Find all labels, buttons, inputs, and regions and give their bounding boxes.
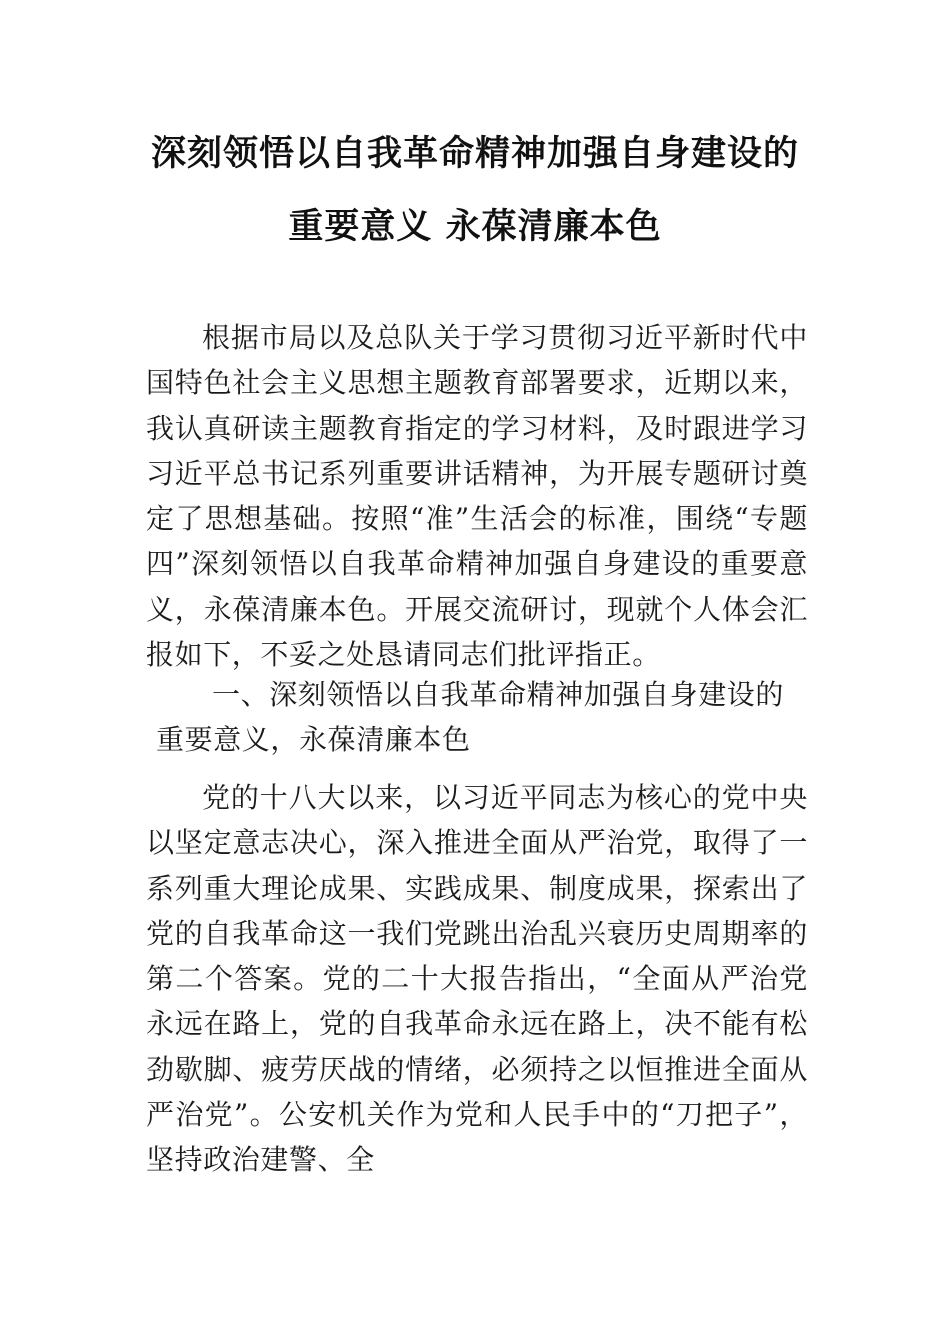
- body-paragraph: 党的十八大以来，以习近平同志为核心的党中央以坚定意志决心，深入推进全面从严治党，取得了一系列重大理论成果、实践成果、制度成果，探索出了党的自我革命这一我们党跳出治乱兴衰历史周期率的第二个答案。党的二十大报告指出，“全面从严治党永远在路上，党的自我革命永远在路上，决不能有松劲歇脚、疲劳厌战的情绪，必须持之以恒推进全面从严治党”。公安机关作为党和人民手中的“刀把子”，坚持政治建警、全: [146, 781, 808, 1177]
- section-heading: 一、深刻领悟以自我革命精神加强自身建设的重要意义，永葆清廉本色: [156, 678, 785, 756]
- document-title-line-2: 重要意义 永葆清廉本色: [288, 207, 662, 247]
- document-title-line-1: 深刻领悟以自我革命精神加强自身建设的: [150, 134, 799, 174]
- intro-paragraph: 根据市局以及总队关于学习贯彻习近平新时代中国特色社会主义思想主题教育部署要求，近期以来，我认真研读主题教育指定的学习材料，及时跟进学习习近平总书记系列重要讲话精神，为开展专题研讨奠定了思想基础。按照“准”生活会的标准，围绕“专题四”深刻领悟以自我革命精神加强自身建设的重要意义，永葆清廉本色。开展交流研讨，现就个人体会汇报如下，不妥之处恳请同志们批评指正。: [146, 321, 808, 672]
